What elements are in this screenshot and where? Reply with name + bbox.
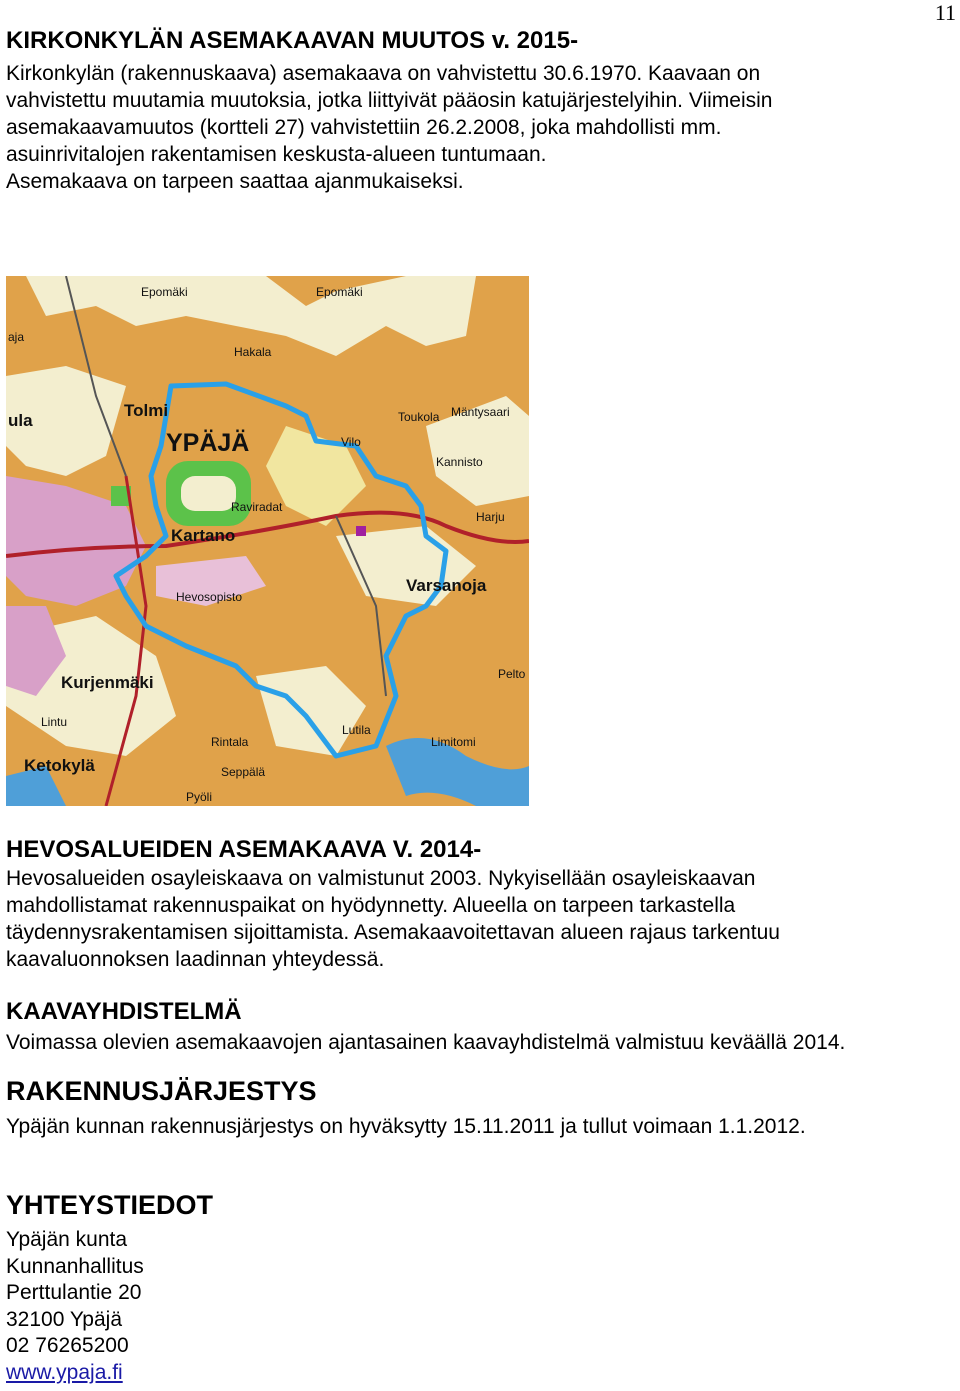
map-label-seppala: Seppälä [221,765,266,779]
map-label-kannisto: Kannisto [436,455,483,469]
map-label-epomaki: Epomäki [141,285,188,299]
map-label-lutila: Lutila [342,723,371,737]
paragraph-line: asemakaavamuutos (kortteli 27) vahvistettiin 26.2.2008, joka mahdollisti mm. [6,116,722,139]
section-heading-kaavayhdistelma: KAAVAYHDISTELMÄ [6,998,242,1025]
paragraph-line: kaavaluonnoksen laadinnan yhteydessä. [6,948,385,971]
page-number: 11 [934,0,956,25]
paragraph-text: Voimassa olevien asemakaavojen ajantasainen kaavayhdistelmä valmistuu keväällä 2014. [6,1031,846,1054]
paragraph-text: Ypäjän kunnan rakennusjärjestys on hyväksytty 15.11.2011 ja tullut voimaan 1.1.2012. [6,1115,806,1138]
section-heading-rakennusjarjestys: RAKENNUSJÄRJESTYS [6,1076,317,1106]
section-heading-hevosalueet: HEVOSALUEIDEN ASEMAKAAVA V. 2014- [6,836,482,863]
paragraph-line: täydennysrakentamisen sijoittamista. Asemakaavoitettavan alueen rajaus tarkentuu [6,921,780,944]
paragraph-line: Hevosalueiden osayleiskaava on valmistunut 2003. Nykyisellään osayleiskaavan [6,867,756,890]
map-label-pyoli: Pyöli [186,790,213,804]
section-contact [6,1189,946,1386]
map-purple-block [356,526,366,536]
map-label-pelto: Pelto [498,667,526,681]
section-rakennusjarjestys [6,1075,946,1140]
section-heading-contact: YHTEYSTIEDOT [6,1190,214,1220]
paragraph-line: vahvistettu muutamia muutoksia, jotka liittyivät pääosin katujärjestelyihin. Viimeisin [6,89,773,112]
map-label-lintu: Lintu [41,715,68,729]
map-label-ketokyla: Ketokylä [24,756,95,775]
map-label-hevosopisto: Hevosopisto [176,590,243,604]
map-label-hakala: Hakala [234,345,272,359]
section-kirkonkyla [6,26,946,195]
map-label-aja: aja [8,330,25,344]
map-label-raviradat: Raviradat [231,500,283,514]
map-label-ula: ula [8,411,33,430]
paragraph-line: asuinrivitalojen rakentamisen keskusta-alueen tuntumaan. [6,143,547,166]
map-label-varsanoja: Varsanoja [406,576,487,595]
map-label-toukola: Toukola [398,410,440,424]
section-hevosalueet [6,835,946,973]
area-map [6,276,529,806]
paragraph-line: mahdollistamat rakennuspaikat on hyödynnetty. Alueella on tarpeen tarkastella [6,894,736,917]
section-heading-kirkonkyla: KIRKONKYLÄN ASEMAKAAVAN MUUTOS v. 2015- [6,27,579,54]
paragraph-line: Asemakaava on tarpeen saattaa ajanmukaiseksi. [6,170,464,193]
contact-city: 32100 Ypäjä [6,1307,123,1331]
website-link[interactable]: www.ypaja.fi [6,1360,123,1384]
map-label-kurjenmaki: Kurjenmäki [61,673,154,692]
contact-street: Perttulantie 20 [6,1281,142,1304]
map-label-harju: Harju [476,510,505,524]
contact-phone: 02 76265200 [6,1334,129,1357]
map-label-mantysaari: Mäntysaari [451,405,510,419]
map-label-tolmi: Tolmi [124,401,169,420]
map-label-rintala: Rintala [211,735,249,749]
area-map-svg [6,276,529,806]
map-label-limitomi: Limitomi [431,735,476,749]
section-kaavayhdistelma [6,997,946,1056]
map-label-epomaki: Epomäki [316,285,363,299]
map-label-vilo: Vilo [341,435,361,449]
map-racetrack-infield [181,476,236,511]
map-label-ypaja: YPÄJÄ [166,429,250,457]
paragraph-line: Kirkonkylän (rakennuskaava) asemakaava on vahvistettu 30.6.1970. Kaavaan on [6,62,761,85]
contact-org: Ypäjän kunta [6,1228,128,1251]
map-label-kartano: Kartano [171,526,236,545]
contact-dept: Kunnanhallitus [6,1254,144,1278]
